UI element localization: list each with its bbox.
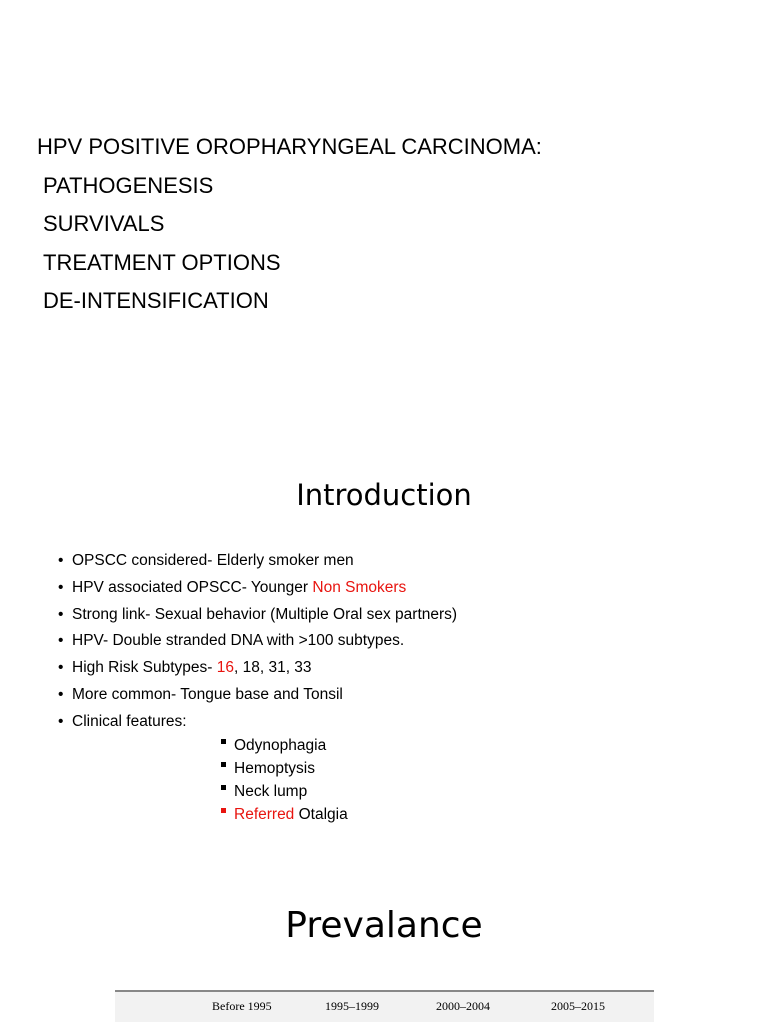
table-column-header: 2005–2015 [551,999,605,1013]
bullet-icon: • [58,685,64,703]
list-item: • Clinical features: [58,709,457,736]
title-item-pathogenesis: PATHOGENESIS [43,172,214,198]
title-main: HPV POSITIVE OROPHARYNGEAL CARCINOMA: [37,134,542,159]
list-item: • HPV associated OPSCC- Younger Non Smokers [58,575,457,602]
list-item: Referred Otalgia [221,803,348,826]
highlight-text: Non Smokers [312,578,407,596]
prevalance-table-header [115,990,654,1022]
prevalance-heading: Prevalance [285,905,483,946]
list-item: Odynophagia [221,734,348,757]
bullet-icon: • [58,632,64,650]
list-item: Hemoptysis [221,757,348,780]
highlight-text: 16 [216,659,234,677]
table-column-header: 1995–1999 [325,999,379,1013]
bullet-icon: • [58,712,64,730]
clinical-features-list [221,734,348,826]
square-bullet-icon [221,808,226,813]
bullet-icon: • [58,605,64,623]
list-item: • HPV- Double stranded DNA with >100 subtypes. [58,628,457,655]
list-item: Neck lump [221,780,348,803]
highlight-text: Referred [234,806,295,823]
square-bullet-icon [221,762,226,767]
bullet-icon: • [58,659,64,677]
list-item: • High Risk Subtypes- 16, 18, 31, 33 [58,655,457,682]
bullet-icon: • [58,578,64,596]
title-item-survivals: SURVIVALS [43,211,165,236]
bullet-icon: • [58,552,64,569]
title-item-de-intensification: DE-INTENSIFICATION [43,288,269,313]
square-bullet-icon [221,785,226,790]
table-column-header: Before 1995 [212,999,272,1013]
square-bullet-icon [221,739,226,744]
table-column-header: 2000–2004 [436,999,490,1013]
introduction-heading: Introduction [296,478,472,512]
list-item: • Strong link- Sexual behavior (Multiple Oral sex partners) [58,602,457,629]
introduction-bullet-list [58,548,457,736]
title-block [37,128,542,321]
list-item: • OPSCC considered- Elderly smoker men [58,548,457,575]
list-item: • More common- Tongue base and Tonsil [58,682,457,709]
title-item-treatment-options: TREATMENT OPTIONS [43,249,281,275]
